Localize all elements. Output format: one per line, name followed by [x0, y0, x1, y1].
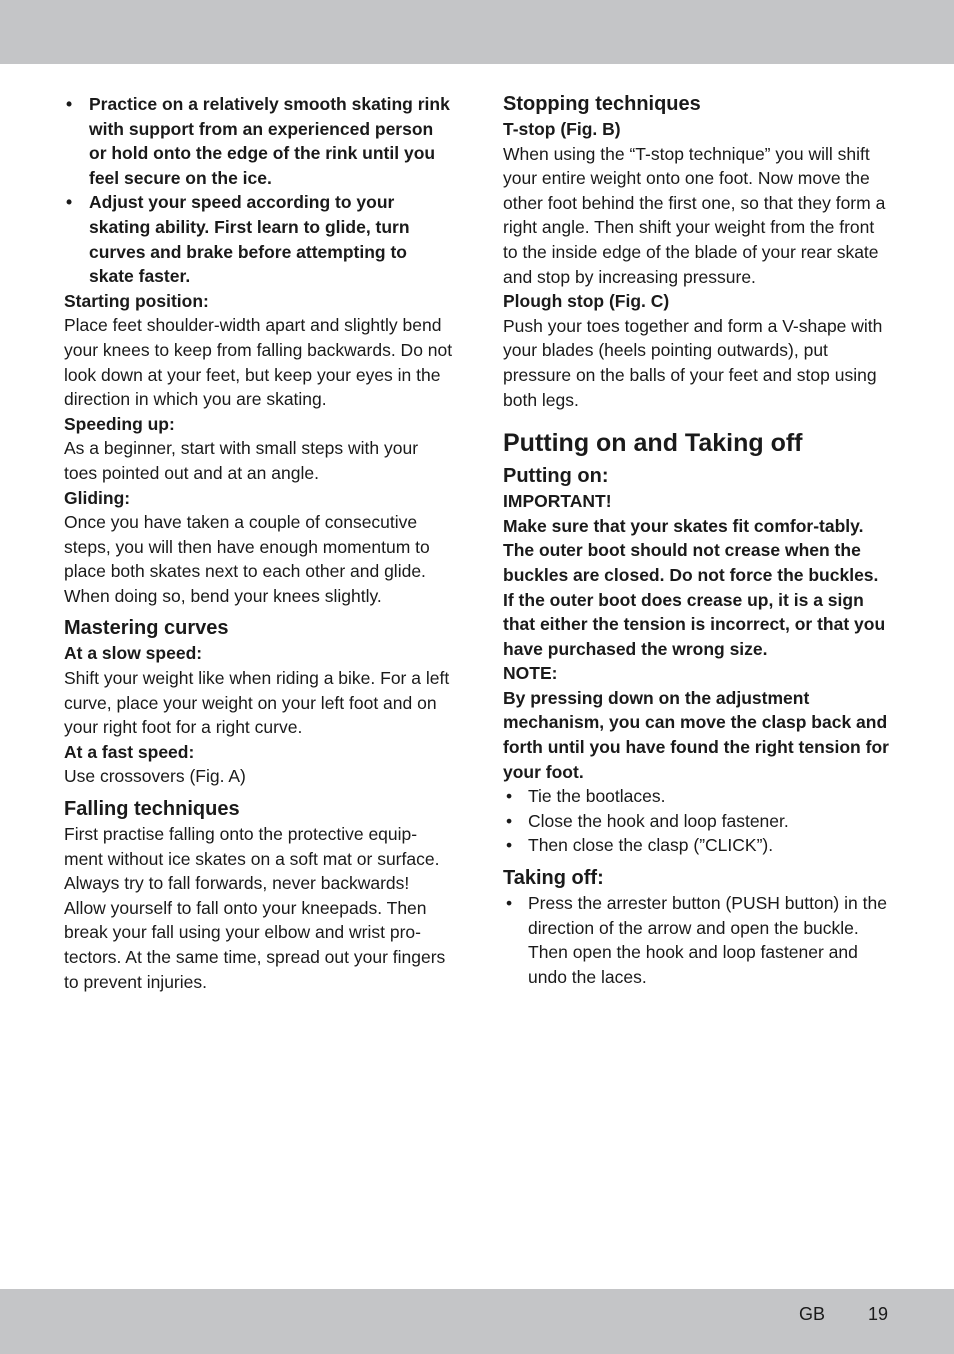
list-item	[64, 190, 454, 288]
bullet-text: Practice on a relatively smooth skating rink with support from an experienced person or hold onto the edge of the rink until you feel secure on the ice.	[89, 94, 450, 188]
plough-stop-heading: Plough stop (Fig. C)	[503, 291, 670, 312]
bullet-icon: •	[66, 94, 73, 114]
starting-position-text: Place feet shoulder-width apart and slightly bend your knees to keep from falling backwards. Do not look down at your feet, but keep your eyes in the direction in which you are skating.	[64, 315, 453, 410]
note-text: By pressing down on the adjustment mechanism, you can move the clasp back and forth until you have found the right tension for your foot.	[503, 687, 889, 782]
gliding-heading: Gliding:	[64, 487, 131, 508]
bullet-icon: •	[506, 835, 513, 856]
putting-on-title: Putting on:	[503, 465, 609, 488]
important-label: IMPORTANT!	[503, 491, 612, 512]
page-number: 19	[868, 1304, 889, 1324]
t-stop-text: When using the “T-stop technique” you will shift your entire weight onto one foot. Now move the other foot behind the first one, so that they form a right angle. Then shift your weight from the front to the inside edge of the blade of your rear skate and stop by increasing pressure.	[503, 143, 886, 287]
speeding-up-text: As a beginner, start with small steps with your toes pointed out and at an angle.	[64, 438, 419, 483]
gliding-text: Once you have taken a couple of consecutive steps, you will then have enough momentum to place both skates next to each other and glide. When doing so, bend your knees slightly.	[64, 512, 430, 606]
list-item	[503, 891, 889, 989]
mastering-curves-title: Mastering curves	[64, 617, 229, 640]
safety-bullet-list	[64, 92, 454, 289]
step-text: Press the arrester button (PUSH button) in the direction of the arrow and open the buckle. Then open the hook and loop fastener and undo the laces.	[528, 893, 887, 987]
list-item	[503, 833, 889, 858]
step-text: Close the hook and loop fastener.	[528, 810, 789, 831]
falling-techniques-title: Falling techniques	[64, 798, 240, 821]
taking-off-title: Taking off:	[503, 867, 604, 890]
starting-position-heading: Starting position:	[64, 290, 209, 311]
taking-off-steps-list	[503, 891, 889, 989]
bullet-text: Adjust your speed according to your skating ability. First learn to glide, turn curves and brake before attempting to skate faster.	[89, 192, 410, 287]
right-column	[503, 92, 889, 989]
slow-speed-text: Shift your weight like when riding a bike. For a left curve, place your weight on your left foot and on your right foot for a right curve.	[64, 668, 450, 738]
bullet-icon: •	[506, 786, 513, 807]
bullet-icon: •	[66, 192, 73, 213]
putting-on-taking-off-title: Putting on and Taking off	[503, 429, 803, 458]
list-item	[503, 809, 889, 834]
speeding-up-heading: Speeding up:	[64, 413, 175, 434]
fast-speed-heading: At a fast speed:	[64, 741, 195, 762]
bullet-icon: •	[506, 893, 513, 914]
falling-techniques-text: First practise falling onto the protective equip-ment without ice skates on a soft mat or surface. Always try to fall forwards, never backwards! Allow yourself to fall onto your kneepads. Then break your fall using your elbow and wrist pro-tectors. At the same time, spread out your fingers to prevent injuries.	[64, 824, 446, 992]
fast-speed-text: Use crossovers (Fig. A)	[64, 766, 246, 787]
bullet-icon: •	[506, 810, 513, 831]
footer-language-code: GB	[799, 1304, 826, 1324]
note-label: NOTE:	[503, 663, 558, 684]
step-text: Tie the bootlaces.	[528, 786, 666, 807]
plough-stop-text: Push your toes together and form a V-shape with your blades (heels pointing outwards), put pressure on the balls of your feet and stop using both legs.	[503, 315, 883, 410]
left-column	[64, 92, 454, 994]
putting-on-steps-list	[503, 784, 889, 858]
t-stop-heading: T-stop (Fig. B)	[503, 119, 621, 139]
list-item	[503, 784, 889, 809]
list-item	[64, 92, 454, 190]
header-band	[0, 0, 954, 64]
step-text: Then close the clasp (”CLICK”).	[528, 835, 774, 856]
slow-speed-heading: At a slow speed:	[64, 643, 203, 664]
stopping-techniques-title: Stopping techniques	[503, 93, 701, 115]
important-text: Make sure that your skates fit comfor-tably. The outer boot should not crease when the buckles are closed. Do not force the buckles. If the outer boot does crease up, it is a sign that either the tension is incorrect, or that you have purchased the wrong size.	[503, 515, 886, 659]
